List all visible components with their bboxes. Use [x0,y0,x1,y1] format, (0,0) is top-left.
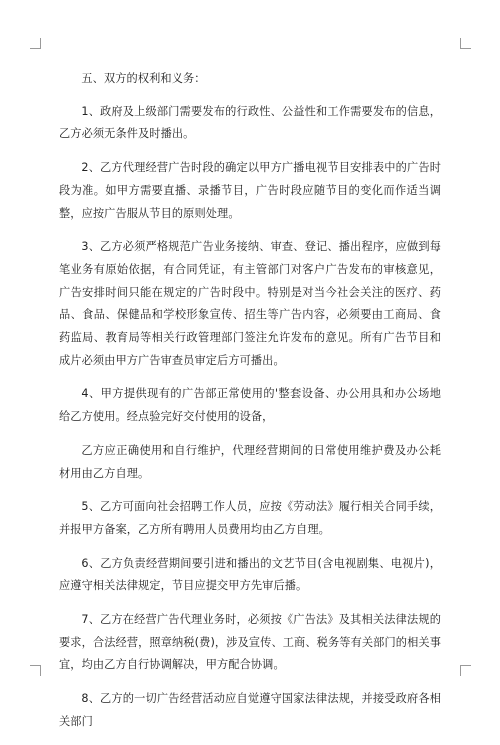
crop-mark-bottom-left [30,665,41,676]
crop-mark-bottom-right [460,665,471,676]
paragraph-5: 5、乙方可面向社会招聘工作人员，应按《劳动法》履行相关合同手续，并报甲方备案，乙方所有聘用人员费用均由乙方自理。 [59,500,441,536]
paragraph-6: 6、乙方负责经营期间要引进和播出的文艺节目(含电视剧集、电视片)，应遵守相关法律规定，节目应提交甲方先审后播。 [59,556,441,593]
paragraph-2: 2、乙方代理经营广告时段的确定以甲方广播电视节目安排表中的广告时段为准。如甲方需要直播、录播节目，广告时段应随节目的变化而作适当调整，应按广告服从节目的原则处理。 [59,161,441,220]
paragraph-4: 4、甲方提供现有的广告部正常使用的'整套设备、办公用具和办公场地给乙方使用。经点验完好交付使用的设备， [59,387,441,424]
paragraph-1: 1、政府及上级部门需要发布的行政性、公益性和工作需要发布的信息，乙方必须无条件及时播出。 [59,104,441,141]
section-heading: 五、双方的权利和义务： [81,72,206,85]
paragraph-8: 8、乙方的一切广告经营活动应自觉遵守国家法律法规，并接受政府各相关部门 [59,692,441,728]
crop-mark-top-left [30,38,41,49]
paragraph-3: 3、乙方必须严格规范广告业务接纳、审查、登记、播出程序，应做到每笔业务有原始依据，有合同凭证，有主管部门对客户广告发布的审核意见，广告安排时间只能在规定的广告时段中。特别是对当今社会关注的医疗、药品、食品、保健品和学校形象宣传、招生等广告内容，必须要由工商局、食药监局、教育局等相关行政管理部门签注允许发布的意见。所有广告节目和成片必须由甲方广告审查员审定后方可播出。 [59,240,441,367]
paragraph-4-continued: 乙方应正确使用和自行维护，代理经营期间的日常使用维护费及办公耗材用由乙方自理。 [59,443,441,480]
paragraph-7: 7、乙方在经营广告代理业务时，必须按《广告法》及其相关法律法规的要求，合法经营，照章纳税(费)，涉及宣传、工商、税务等有关部门的相关事宜，均由乙方自行协调解决，甲方配合协调。 [59,613,441,672]
crop-mark-top-right [460,38,471,49]
document-body [59,68,441,745]
